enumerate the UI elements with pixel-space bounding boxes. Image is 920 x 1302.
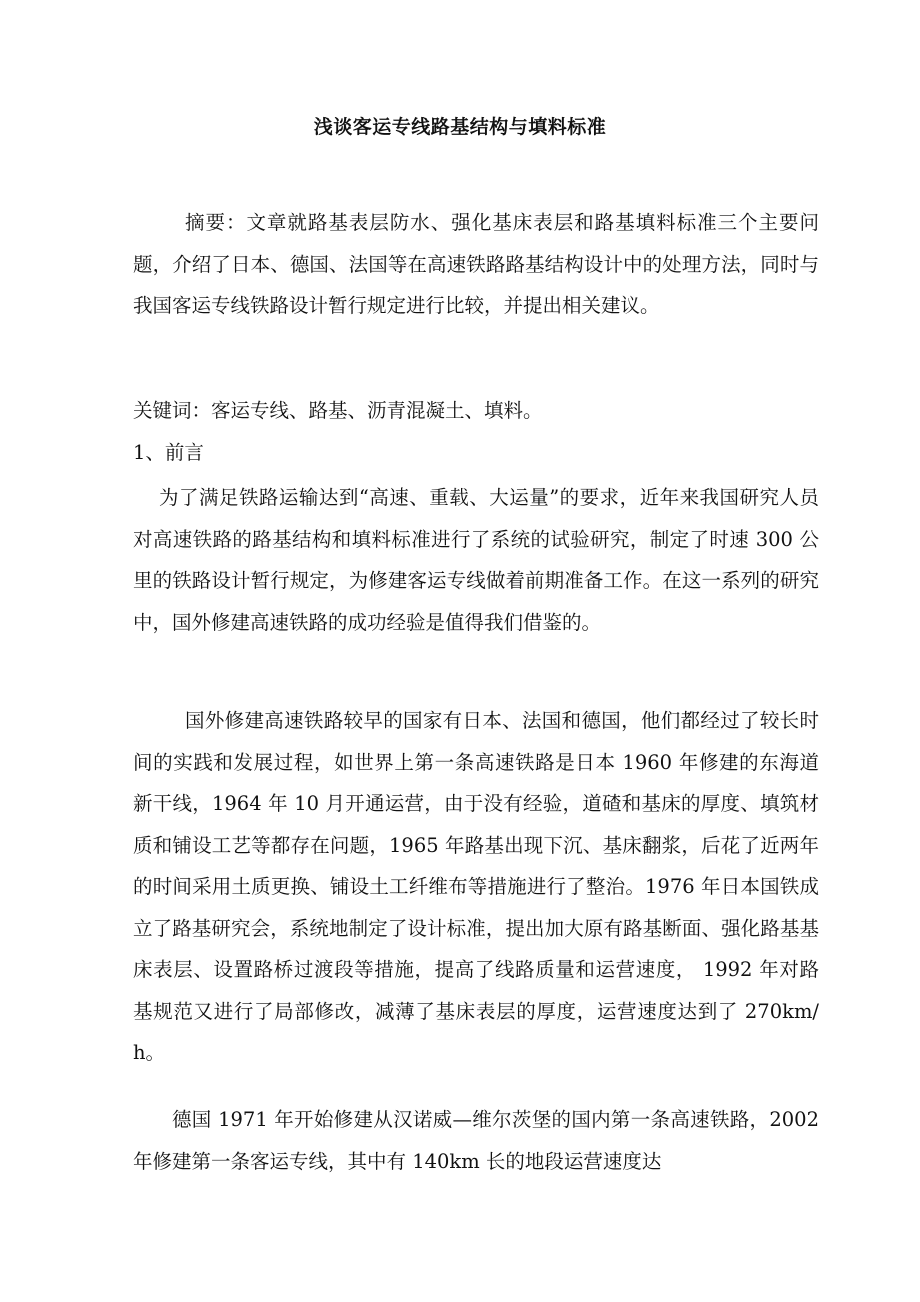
paragraph-block — [133, 1099, 819, 1182]
paragraph-block — [133, 477, 819, 643]
keywords-section — [133, 390, 819, 432]
abstract-text: 摘要：文章就路基表层防水、强化基床表层和路基填料标准三个主要问题，介绍了日本、德国、法国等在高速铁路路基结构设计中的处理方法，同时与我国客运专线铁路设计暂行规定进行比较，并提出相关建议。 — [133, 211, 819, 317]
paragraph: 德国 1971 年开始修建从汉诺威—维尔茨堡的国内第一条高速铁路，2002 年修建第一条客运专线，其中有 140km 长的地段运营速度达 — [133, 1108, 819, 1173]
section-heading-block — [133, 432, 819, 474]
section-heading: 1、前言 — [133, 441, 204, 464]
abstract-section — [133, 202, 819, 327]
document-title: 浅谈客运专线路基结构与填料标准 — [313, 116, 607, 138]
paragraph: 为了满足铁路运输达到“高速、重载、大运量”的要求，近年来我国研究人员对高速铁路的路基结构和填料标准进行了系统的试验研究，制定了时速 300 公里的铁路设计暂行规定，为修建客运专线做着前期准备工作。在这一系列的研究中，国外修建高速铁路的成功经验是值得我们借鉴的。 — [133, 486, 819, 634]
keywords-text: 关键词：客运专线、路基、沥青混凝土、填料。 — [133, 399, 543, 422]
paragraph: 国外修建高速铁路较早的国家有日本、法国和德国，他们都经过了较长时间的实践和发展过程，如世界上第一条高速铁路是日本 1960 年修建的东海道新干线，1964 年 10 月开通运营，由于没有经验，道碴和基床的厚度、填筑材质和铺设工艺等都存在问题，1965 年路基出现下沉、基床翻浆，后花了近两年的时间采用土质更换、铺设土工纤维布等措施进行了整治。1976 年日本国铁成立了路基研究会，系统地制定了设计标准，提出加大原有路基断面、强化路基基床表层、设置路桥过渡段等措施，提高了线路质量和运营速度， 1992 年对路基规范又进行了局部修改，减薄了基床表层的厚度，运营速度达到了 270km/h。 — [133, 709, 819, 1064]
paragraph-block — [133, 700, 819, 1074]
